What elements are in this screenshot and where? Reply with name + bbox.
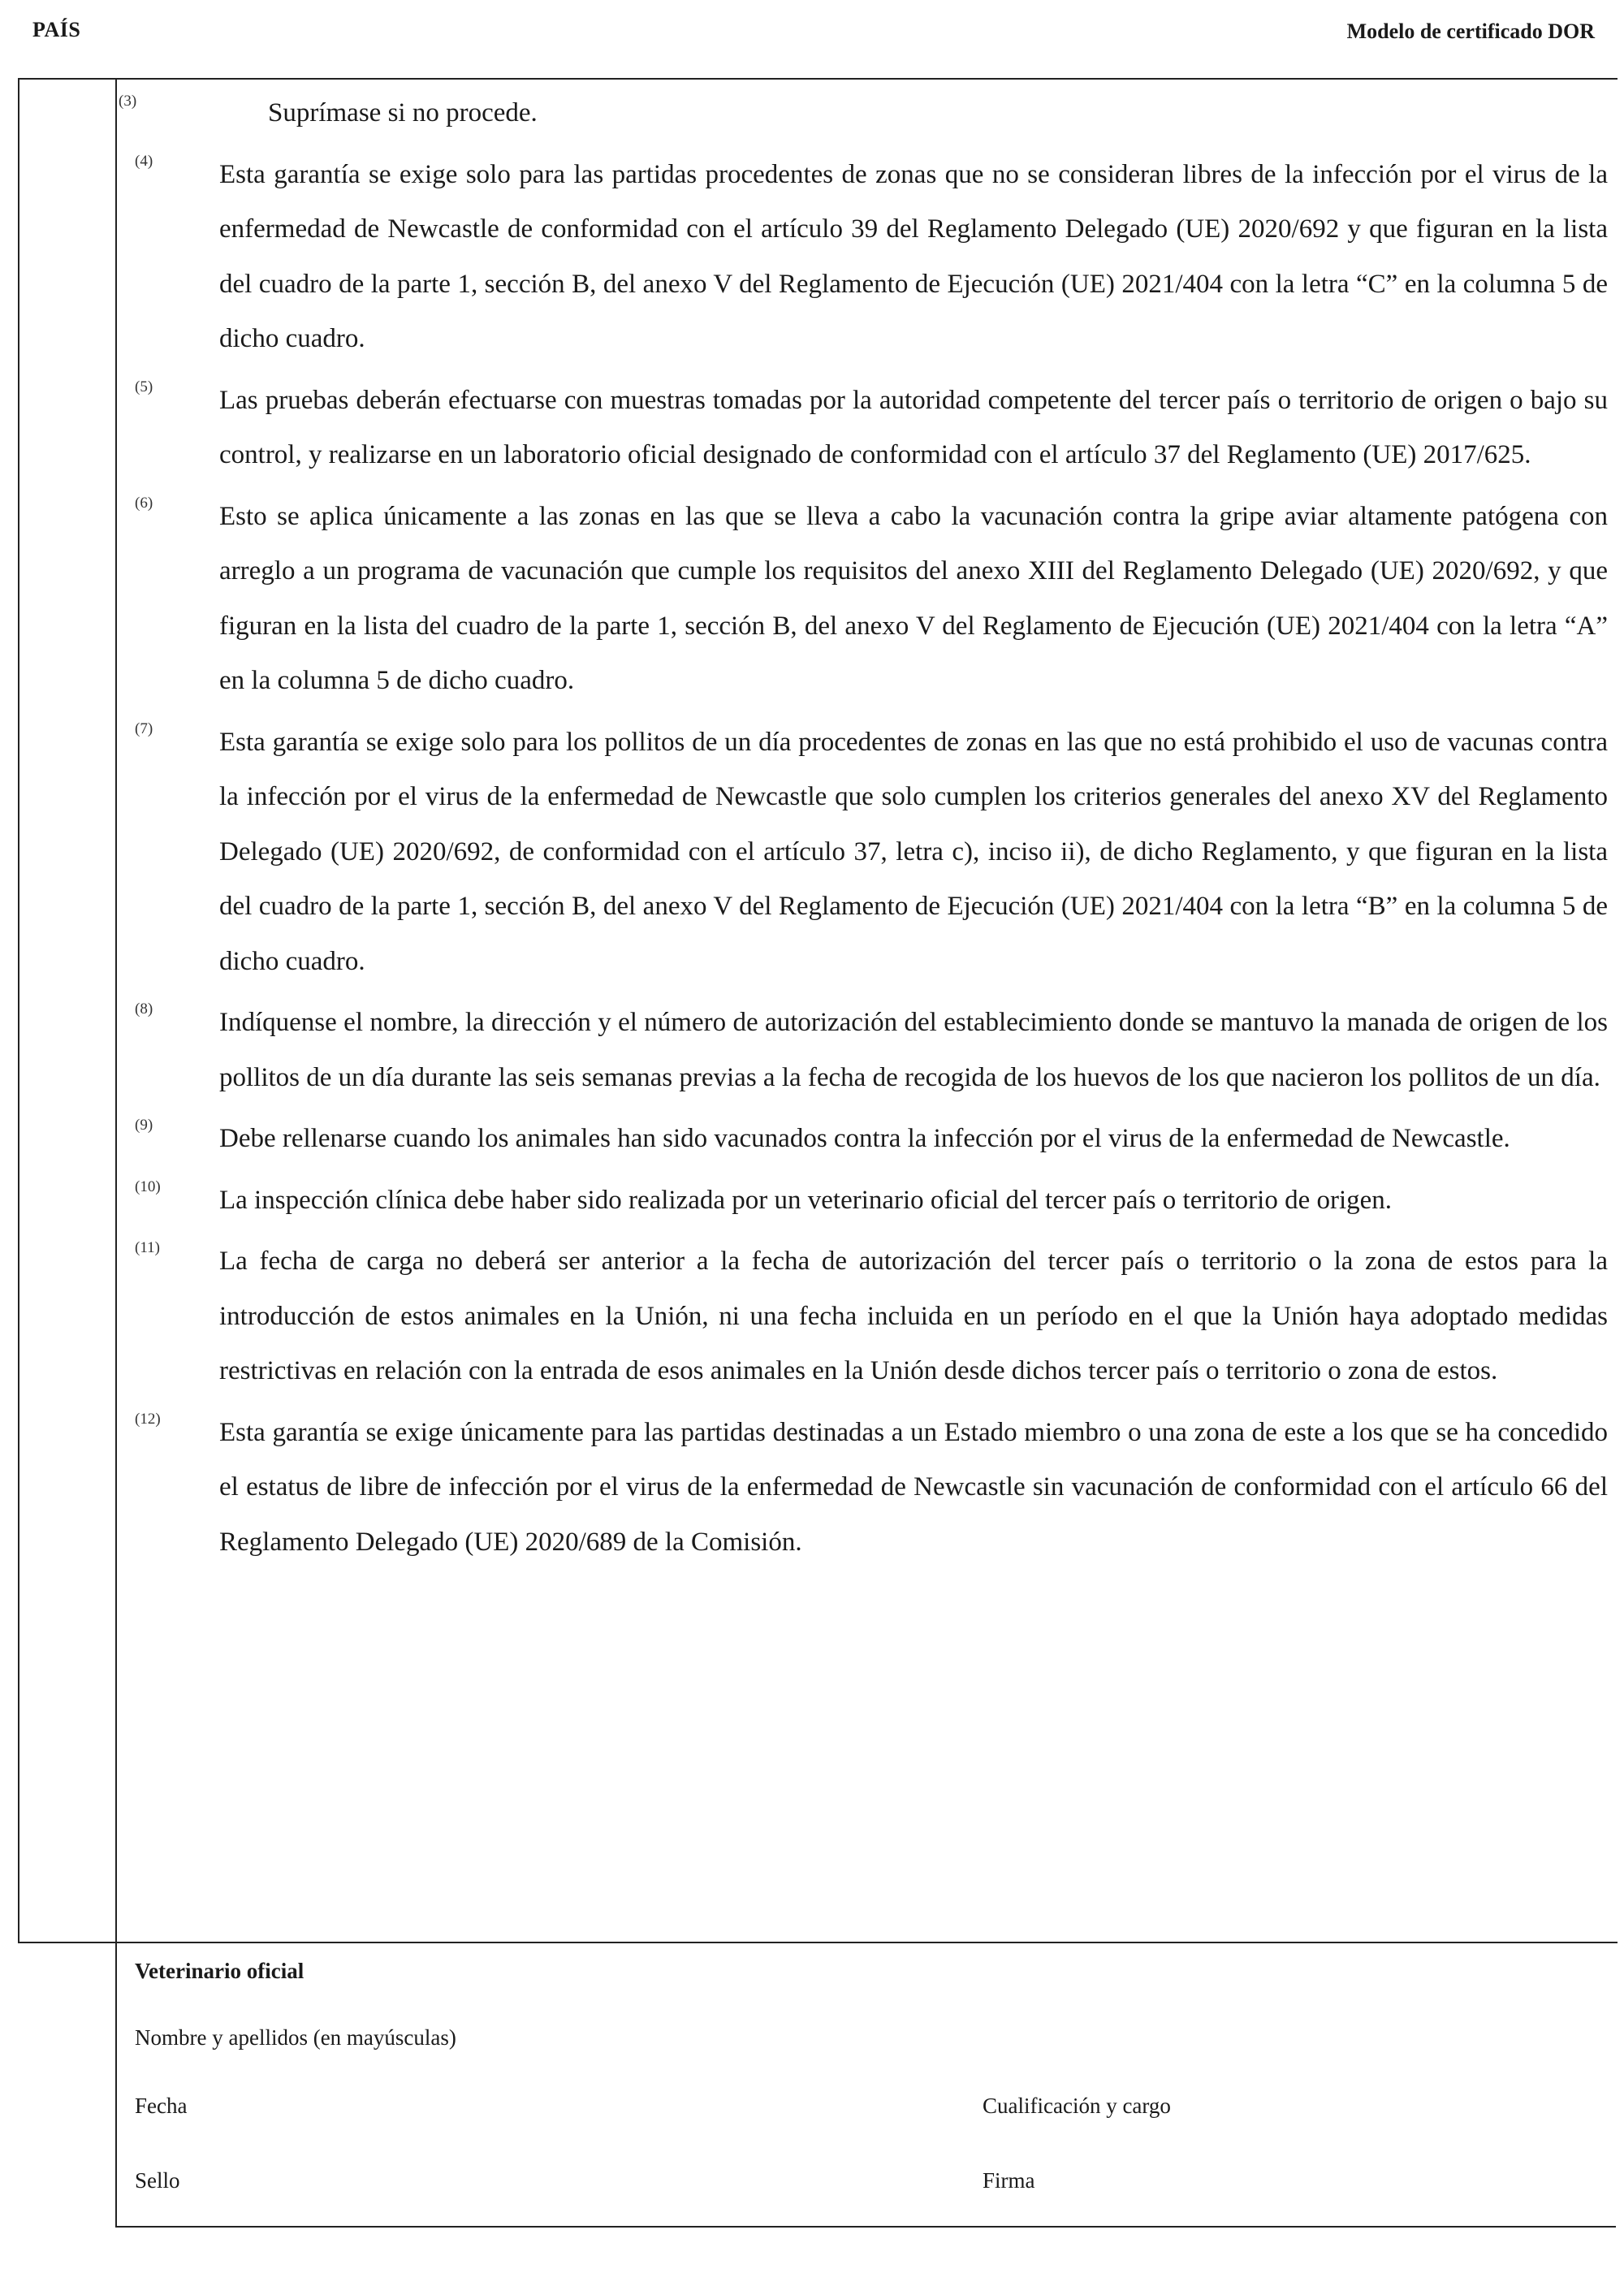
note-5 bbox=[119, 374, 1608, 483]
signature-field-label: Firma bbox=[983, 2168, 1035, 2193]
note-text: Las pruebas deberán efectuarse con muestras tomadas por la autoridad competente del tercer país o territorio de origen o bajo su control, y realizarse en un laboratorio oficial designado de conformidad con el artículo 37 del Reglamento (UE) 2017/625. bbox=[219, 385, 1608, 469]
note-text: La inspección clínica debe haber sido realizada por un veterinario oficial del tercer país o territorio de origen. bbox=[219, 1185, 1393, 1215]
date-field-label: Fecha bbox=[135, 2094, 188, 2118]
notes-list bbox=[119, 86, 1608, 1576]
country-header: PAÍS bbox=[32, 18, 81, 41]
vertical-divider bbox=[115, 78, 117, 2228]
note-number: (5) bbox=[135, 378, 153, 395]
seal-field-label: Sello bbox=[135, 2168, 180, 2193]
note-4 bbox=[119, 148, 1608, 367]
note-number: (3) bbox=[119, 93, 137, 110]
signature-block-title: Veterinario oficial bbox=[135, 1959, 304, 1983]
note-number: (7) bbox=[135, 720, 153, 737]
note-number: (6) bbox=[135, 494, 153, 512]
note-text: Esta garantía se exige únicamente para las partidas destinadas a un Estado miembro o una zona de este a los que se ha concedido el estatus de libre de infección por el virus de la enfermedad de Newcastle sin vacunación de conformidad con el artículo 66 del Reglamento Delegado (UE) 2020/689 de la Comisión. bbox=[219, 1417, 1608, 1557]
certificate-model-header: Modelo de certificado DOR bbox=[1346, 19, 1595, 43]
qualification-field-label: Cualificación y cargo bbox=[983, 2094, 1171, 2118]
note-10 bbox=[119, 1173, 1608, 1229]
note-7 bbox=[119, 715, 1608, 990]
note-9 bbox=[119, 1112, 1608, 1167]
note-number: (12) bbox=[135, 1410, 161, 1428]
name-field-label: Nombre y apellidos (en mayúsculas) bbox=[135, 2025, 456, 2050]
note-text: Suprímase si no procede. bbox=[268, 98, 538, 127]
note-number: (10) bbox=[135, 1178, 161, 1195]
note-11 bbox=[119, 1234, 1608, 1399]
note-12 bbox=[119, 1406, 1608, 1571]
note-text: Esta garantía se exige solo para los pollitos de un día procedentes de zonas en las que no está prohibido el uso de vacunas contra la infección por el virus de la enfermedad de Newcastle que solo cumplen los criterios generales del anexo XV del Reglamento Delegado (UE) 2020/692, de conformidad con el artículo 37, letra c), inciso ii), de dicho Reglamento, y que figuran en la lista del cuadro de la parte 1, sección B, del anexo V del Reglamento de Ejecución (UE) 2021/404 con la letra “B” en la columna 5 de dicho cuadro. bbox=[219, 727, 1608, 976]
note-8 bbox=[119, 996, 1608, 1105]
note-3 bbox=[119, 86, 1608, 141]
note-number: (4) bbox=[135, 152, 153, 170]
note-text: Indíquense el nombre, la dirección y el número de autorización del establecimiento donde se mantuvo la manada de origen de los pollitos de un día durante las seis semanas previas a la fecha de recogida de los huevos de los que nacieron los pollitos de un día. bbox=[219, 1008, 1608, 1092]
note-number: (11) bbox=[135, 1239, 160, 1256]
note-6 bbox=[119, 490, 1608, 709]
note-text: Esto se aplica únicamente a las zonas en las que se lleva a cabo la vacunación contra la gripe aviar altamente patógena con arreglo a un programa de vacunación que cumple los requisitos del anexo XIII del Reglamento Delegado (UE) 2020/692, y que figuran en la lista del cuadro de la parte 1, sección B, del anexo V del Reglamento de Ejecución (UE) 2021/404 con la letra “A” en la columna 5 de dicho cuadro. bbox=[219, 501, 1608, 695]
note-text: Esta garantía se exige solo para las partidas procedentes de zonas que no se consideran libres de la infección por el virus de la enfermedad de Newcastle de conformidad con el artículo 39 del Reglamento Delegado (UE) 2020/692 y que figuran en la lista del cuadro de la parte 1, sección B, del anexo V del Reglamento de Ejecución (UE) 2021/404 con la letra “C” en la columna 5 de dicho cuadro. bbox=[219, 159, 1608, 353]
note-number: (8) bbox=[135, 1000, 153, 1018]
note-text: Debe rellenarse cuando los animales han sido vacunados contra la infección por el virus de la enfermedad de Newcastle. bbox=[219, 1124, 1510, 1153]
note-number: (9) bbox=[135, 1117, 153, 1134]
note-text: La fecha de carga no deberá ser anterior a la fecha de autorización del tercer país o territorio o la zona de estos para la introducción de estos animales en la Unión, ni una fecha incluida en un período en el que la Unión haya adoptado medidas restrictivas en relación con la entrada de esos animales en la Unión desde dichos tercer país o territorio o zona de estos. bbox=[219, 1247, 1608, 1385]
official-veterinarian-block bbox=[117, 1941, 1616, 2228]
